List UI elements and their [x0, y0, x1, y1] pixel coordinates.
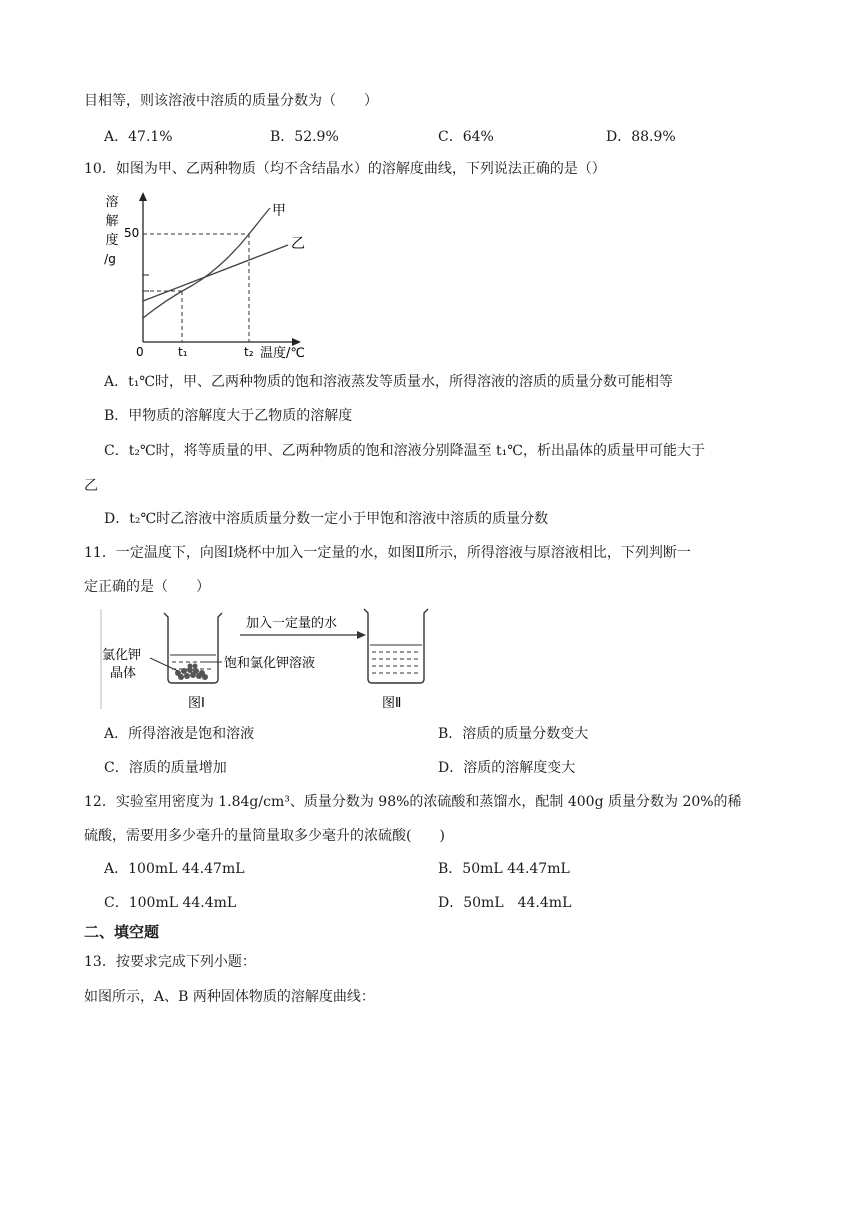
- q13-stem: 13．按要求完成下列小题：: [84, 954, 256, 970]
- q11-option-a[interactable]: A．所得溶液是饱和溶液: [104, 726, 255, 742]
- q10-option-d[interactable]: D．t₂℃时乙溶液中溶质质量分数一定小于甲饱和溶液中溶质的质量分数: [104, 511, 549, 527]
- curve-yi: [143, 245, 288, 301]
- q10-option-c-cont: 乙: [84, 478, 98, 494]
- q10-option-b[interactable]: B．甲物质的溶解度大于乙物质的溶解度: [104, 408, 353, 424]
- arrow-label: 加入一定量的水: [246, 616, 338, 631]
- q13-intro: 如图所示，A、B 两种固体物质的溶解度曲线：: [84, 989, 375, 1005]
- fig1-caption: 图Ⅰ: [188, 696, 205, 711]
- q9-stem-continuation: 目相等，则该溶液中溶质的质量分数为（ ）: [84, 93, 378, 109]
- solution-label: 饱和氯化钾溶液: [224, 656, 316, 671]
- q12-option-d[interactable]: D．50mL 44.4mL: [438, 895, 572, 911]
- q12-option-a[interactable]: A．100mL 44.47mL: [104, 861, 245, 877]
- q12-stem-line2: 硫酸，需要用多少毫升的量筒量取多少毫升的浓硫酸( ): [84, 828, 445, 844]
- q11-stem-line1: 11．一定温度下，向图Ⅰ烧杯中加入一定量的水，如图Ⅱ所示，所得溶液与原溶液相比，下列判断一: [84, 545, 691, 561]
- crystal-label-2: 晶体: [110, 666, 137, 681]
- x-tick-t1: t₁: [178, 345, 188, 359]
- section-title-fill-in: 二、填空题: [84, 923, 160, 941]
- y-label-char-3: 度: [105, 233, 119, 248]
- q12-option-c[interactable]: C．100mL 44.4mL: [104, 895, 237, 911]
- x-tick-t2: t₂: [244, 345, 254, 359]
- fig2-caption: 图Ⅱ: [382, 696, 402, 711]
- series-label-jia: 甲: [272, 203, 286, 219]
- y-label-char-1: 溶: [105, 195, 119, 210]
- q11-option-c[interactable]: C．溶质的质量增加: [104, 760, 227, 776]
- q11-option-d[interactable]: D．溶质的溶解度变大: [438, 760, 576, 776]
- q12-option-b[interactable]: B．50mL 44.47mL: [438, 861, 570, 877]
- q10-option-a[interactable]: A．t₁℃时，甲、乙两种物质的饱和溶液蒸发等质量水，所得溶液的溶质的质量分数可能相等: [104, 374, 674, 390]
- solubility-curve-figure: [98, 190, 328, 360]
- q9-option-d[interactable]: D．88.9%: [606, 129, 676, 145]
- q10-stem: 10．如图为甲、乙两种物质（均不含结晶水）的溶解度曲线，下列说法正确的是（）: [84, 161, 606, 177]
- x-axis-arrow: [292, 338, 301, 346]
- series-label-yi: 乙: [291, 236, 305, 252]
- curve-jia: [143, 208, 270, 318]
- q9-option-a[interactable]: A．47.1%: [104, 129, 173, 145]
- y-label-char-2: 解: [105, 214, 119, 229]
- y-tick-50: 50: [124, 226, 140, 240]
- q9-option-b[interactable]: B．52.9%: [270, 129, 339, 145]
- process-arrow-head: [357, 631, 366, 639]
- q10-option-c[interactable]: C．t₂℃时，将等质量的甲、乙两种物质的饱和溶液分别降温至 t₁℃，析出晶体的质量甲可能大于: [104, 443, 705, 459]
- q11-stem-line2: 定正确的是（ ）: [84, 579, 210, 595]
- crystal-pile: [175, 664, 208, 681]
- beaker-2: [364, 609, 428, 683]
- y-label-unit: /g: [104, 252, 116, 266]
- q12-stem-line1: 12．实验室用密度为 1.84g/cm³、质量分数为 98%的浓硫酸和蒸馏水，配制 400g 质量分数为 20%的稀: [84, 794, 742, 810]
- beaker-2-solution: [372, 652, 420, 673]
- crystal-label-1: 氯化钾: [102, 648, 142, 663]
- y-axis-arrow: [139, 192, 147, 201]
- beaker-figure: [98, 605, 438, 713]
- q9-option-c[interactable]: C．64%: [438, 129, 494, 145]
- origin-label: 0: [136, 345, 144, 359]
- q11-option-b[interactable]: B．溶质的质量分数变大: [438, 726, 589, 742]
- crystal-leader: [150, 658, 178, 671]
- x-axis-label: 温度/℃: [260, 346, 305, 360]
